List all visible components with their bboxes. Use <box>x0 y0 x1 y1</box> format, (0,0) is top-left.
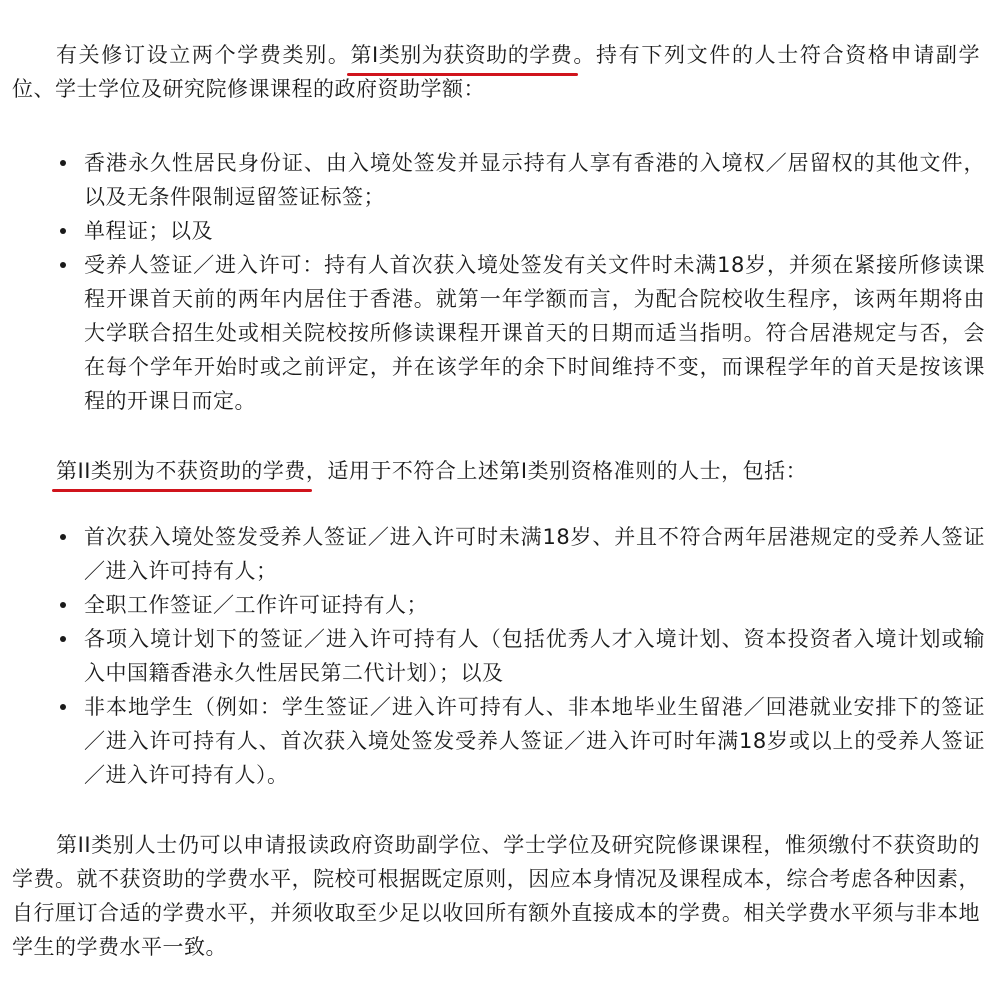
bullet-icon <box>60 262 66 268</box>
list-item <box>60 520 985 588</box>
category-1-document-list <box>60 146 985 418</box>
bullet-icon <box>60 636 66 642</box>
red-underline-mark <box>52 489 312 492</box>
list-item-text: 单程证；以及 <box>84 219 213 243</box>
list-item <box>60 588 985 622</box>
list-item <box>60 248 985 418</box>
list-item <box>60 622 985 690</box>
category-2-holder-list <box>60 520 985 792</box>
bullet-icon <box>60 160 66 166</box>
list-item <box>60 690 985 792</box>
bullet-icon <box>60 602 66 608</box>
list-item <box>60 214 985 248</box>
list-item-text: 各项入境计划下的签证／进入许可持有人（包括优秀人才入境计划、资本投资者入境计划或输入中国籍香港永久性居民第二代计划）；以及 <box>84 627 985 685</box>
list-item <box>60 146 985 214</box>
intro-lead-text: 有关修订设立两个学费类别。 <box>56 43 351 67</box>
list-item-text: 首次获入境处签发受养人签证／进入许可时未满18岁、并且不符合两年居港规定的受养人签证／进入许可持有人； <box>84 525 985 583</box>
category-1-highlight-text: 第I类别为获资助的学费 <box>350 43 573 67</box>
paragraph-intro <box>12 38 980 106</box>
paragraph-category-2 <box>12 454 980 488</box>
list-item-text: 全职工作签证／工作许可证持有人； <box>84 593 428 617</box>
bullet-icon <box>60 228 66 234</box>
category-1-highlight <box>351 38 573 72</box>
category-2-highlight <box>56 454 306 488</box>
list-item-text: 香港永久性居民身份证、由入境处签发并显示持有人享有香港的入境权／居留权的其他文件，以及无条件限制逗留签证标签； <box>84 151 985 209</box>
intro-tail-text: 。持有下列文件的人士符合资格申请副学位、学士学位及研究院修课课程的政府资助学额： <box>12 43 981 101</box>
list-item-text: 非本地学生（例如：学生签证／进入许可持有人、非本地毕业生留港／回港就业安排下的签证／进入许可持有人、首次获入境处签发受养人签证／进入许可时年满18岁或以上的受养人签证／进入许可持有人）。 <box>84 695 985 787</box>
category-2-tail-text: ，适用于不符合上述第I类别资格准则的人士，包括： <box>305 459 808 483</box>
bullet-icon <box>60 534 66 540</box>
category-2-highlight-text: 第II类别为不获资助的学费 <box>56 459 306 483</box>
list-item-text: 受养人签证／进入许可：持有人首次获入境处签发有关文件时未满18岁，并须在紧接所修读课程开课首天前的两年内居住于香港。就第一年学额而言，为配合院校收生程序，该两年期将由大学联合招生处或相关院校按所修读课程开课首天的日期而适当指明。符合居港规定与否，会在每个学年开始时或之前评定，并在该学年的余下时间维持不变，而课程学年的首天是按该课程的开课日而定。 <box>84 253 985 413</box>
paragraph-closing: 第II类别人士仍可以申请报读政府资助副学位、学士学位及研究院修课课程，惟须缴付不获资助的学费。就不获资助的学费水平，院校可根据既定原则，因应本身情况及课程成本，综合考虑各种因素，自行厘订合适的学费水平，并须收取至少足以收回所有额外直接成本的学费。相关学费水平须与非本地学生的学费水平一致。 <box>12 833 980 959</box>
red-underline-mark <box>347 73 579 76</box>
bullet-icon <box>60 704 66 710</box>
